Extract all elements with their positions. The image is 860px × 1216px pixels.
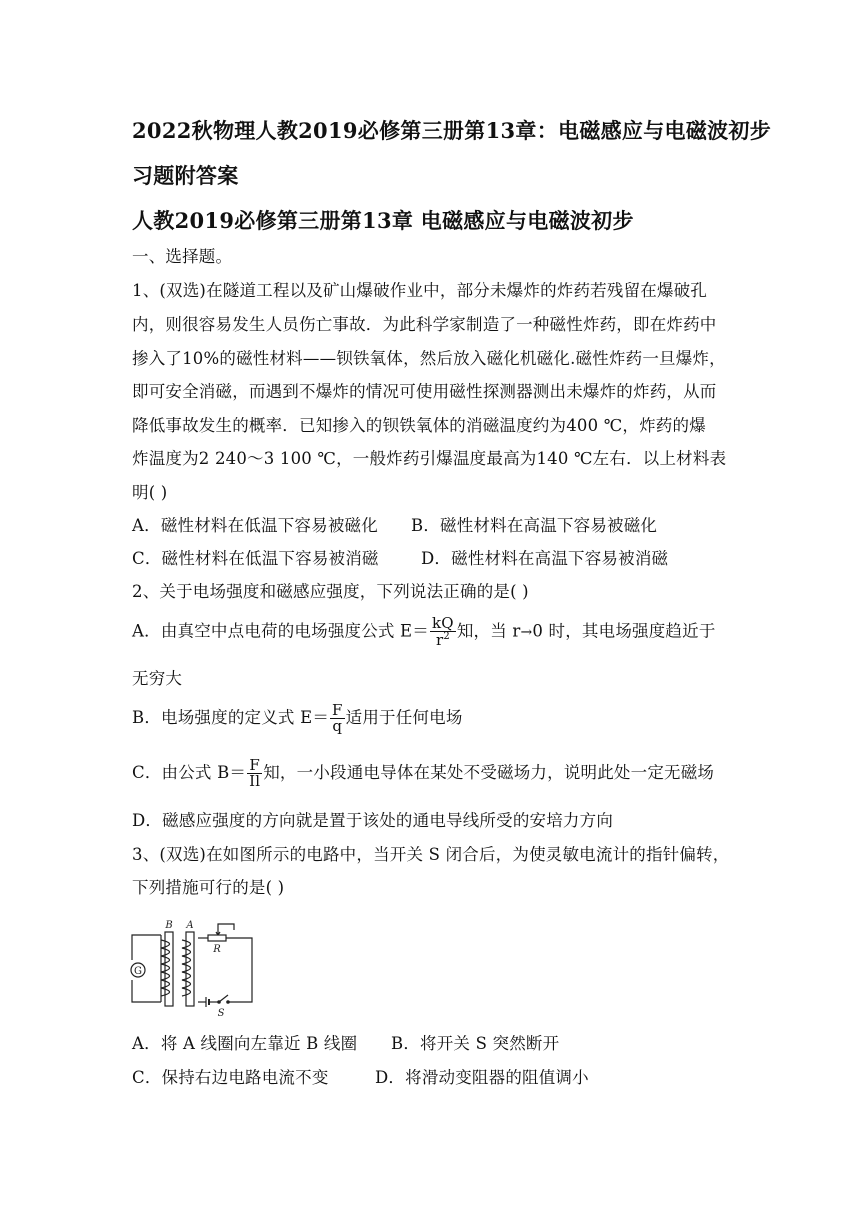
q2-option-d: D．磁感应强度的方向就是置于该处的通电导线所受的安培力方向 <box>132 811 614 830</box>
galvanometer-icon <box>131 963 145 977</box>
q2-stem: 2、关于电场强度和磁感应强度，下列说法正确的是( ) <box>132 582 529 601</box>
coil-b <box>161 920 173 1006</box>
q3-option-d: D．将滑动变阻器的阻值调小 <box>375 1068 589 1087</box>
doc-subtitle: 人教2019必修第三册第13章 电磁感应与电磁波初步 <box>132 208 634 233</box>
doc-title-line-2: 习题附答案 <box>132 163 239 188</box>
q2-a-suffix-2: 0 时，其电场强度趋近于 <box>532 621 716 641</box>
coil-a-label: A <box>186 920 194 931</box>
fraction-denominator <box>430 632 456 648</box>
circuit-diagram <box>128 918 258 1018</box>
switch-label: S <box>217 1008 225 1018</box>
denominator-base: r <box>435 631 444 649</box>
galvanometer-label: G <box>134 966 142 977</box>
doc-title-line-1: 2022秋物理人教2019必修第三册第13章：电磁感应与电磁波初步 <box>132 118 772 143</box>
q1-line: 1、(双选)在隧道工程以及矿山爆破作业中，部分未爆炸的炸药若残留在爆破孔 <box>132 281 708 300</box>
section-heading: 一、选择题。 <box>132 247 233 266</box>
fraction-f-over-q <box>330 703 345 734</box>
q2-a-suffix-1: 知，当 r <box>456 621 521 641</box>
fraction-numerator: kQ <box>432 614 454 632</box>
arrow-icon: → <box>520 624 533 641</box>
q3-option-b: B．将开关 S 突然断开 <box>391 1034 560 1053</box>
q1-option-a: A．磁性材料在低温下容易被磁化 <box>132 516 378 535</box>
q3-line-2: 下列措施可行的是( ) <box>132 878 285 897</box>
q1-line: 炸温度为2 240～3 100 ℃，一般炸药引爆温度最高为140 ℃左右．以上材料表 <box>132 449 727 468</box>
q2-a-prefix: A．由真空中点电荷的电场强度公式 E＝ <box>132 621 430 641</box>
fraction-numerator: F <box>332 701 343 719</box>
coil-a <box>182 920 194 1006</box>
q1-line: 即可安全消磁，而遇到不爆炸的情况可使用磁性探测器测出未爆炸的炸药，从而 <box>132 382 717 401</box>
q3-option-c: C．保持右边电路电流不变 <box>132 1068 329 1087</box>
q1-line: 掺入了10%的磁性材料——钡铁氧体，然后放入磁化机磁化.磁性炸药一旦爆炸， <box>132 349 726 368</box>
q1-option-c: C．磁性材料在低温下容易被消磁 <box>132 549 379 568</box>
q3-line-1: 3、(双选)在如图所示的电路中，当开关 S 闭合后，为使灵敏电流计的指针偏转， <box>132 845 730 864</box>
q2-b-suffix: 适用于任何电场 <box>345 708 463 727</box>
q3-option-a: A．将 A 线圈向左靠近 B 线圈 <box>132 1034 358 1053</box>
coil-b-label: B <box>165 920 173 931</box>
q2-option-a <box>132 616 716 648</box>
rheostat-icon <box>208 935 226 955</box>
fraction-denominator: q <box>332 717 343 735</box>
q2-b-prefix: B．电场强度的定义式 E＝ <box>132 708 330 727</box>
q2-option-b <box>132 703 463 734</box>
q1-line: 明( ) <box>132 483 168 502</box>
q1-option-b: B．磁性材料在高温下容易被磁化 <box>411 516 658 535</box>
q1-line: 降低事故发生的概率．已知掺入的钡铁氧体的消磁温度约为400 ℃，炸药的爆 <box>132 416 706 435</box>
fraction-f-over-il <box>247 758 262 789</box>
battery-icon <box>206 997 218 1007</box>
fraction-numerator: F <box>247 758 262 774</box>
q2-c-suffix: 知，一小段通电导体在某处不受磁场力，说明此处一定无磁场 <box>263 763 715 782</box>
q2-c-prefix: C．由公式 B＝ <box>132 763 247 782</box>
q1-line: 内，则很容易发生人员伤亡事故．为此科学家制造了一种磁性炸药，即在炸药中 <box>132 315 717 334</box>
q2-option-a-continued: 无穷大 <box>132 669 183 688</box>
fraction-denominator: Il <box>249 772 261 790</box>
denominator-exponent: 2 <box>443 631 450 642</box>
q1-option-d: D．磁性材料在高温下容易被消磁 <box>421 549 669 568</box>
rheostat-label: R <box>213 944 221 955</box>
switch-icon <box>218 995 230 1018</box>
q2-option-c <box>132 758 714 789</box>
fraction-kq-over-r2 <box>430 616 456 648</box>
